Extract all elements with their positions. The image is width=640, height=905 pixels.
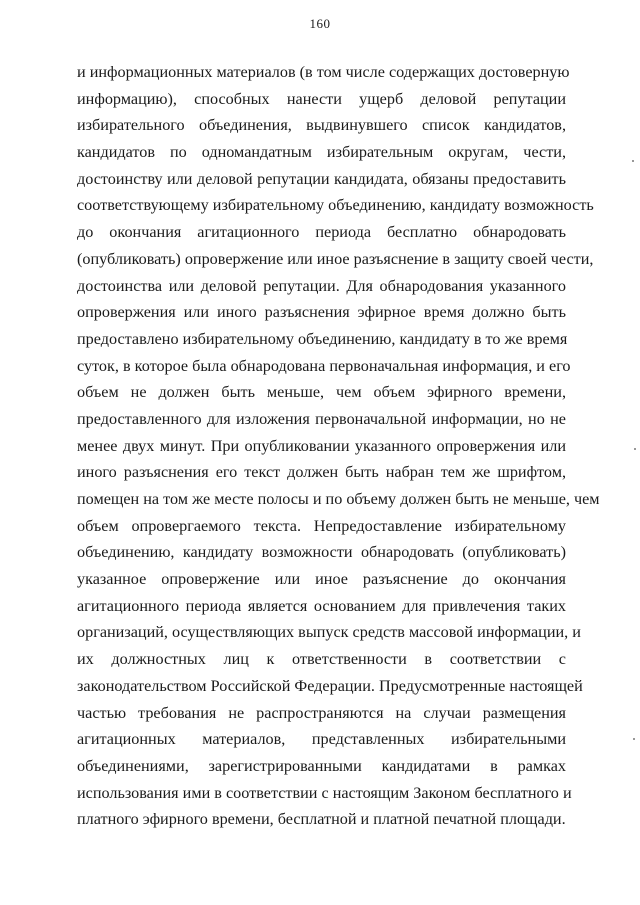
text-line: объединениями, зарегистрированными кандидатами в рамках <box>77 756 566 775</box>
body-text <box>77 59 600 833</box>
scan-speck <box>632 160 634 162</box>
text-line: соответствующему избирательному объединению, кандидату возможность <box>77 196 594 215</box>
text-line: суток, в которое была обнародована первоначальная информация, и его <box>77 356 571 375</box>
text-line: до окончания агитационного периода бесплатно обнародовать <box>77 223 566 242</box>
page-number: 160 <box>309 16 331 31</box>
text-line: частью требования не распространяются на случаи размещения <box>77 703 566 722</box>
text-line: иного разъяснения его текст должен быть набран тем же шрифтом, <box>77 463 566 482</box>
text-line: агитационного периода является основанием для привлечения таких <box>77 596 566 615</box>
text-line: (опубликовать) опровержение или иное разъяснение в защиту своей чести, <box>77 249 594 268</box>
text-line: агитационных материалов, представленных избирательными <box>77 730 566 749</box>
text-line-last: платного эфирного времени, бесплатной и платной печатной площади. <box>77 810 566 829</box>
text-line: информацию), способных нанести ущерб деловой репутации <box>77 89 566 108</box>
text-line: менее двух минут. При опубликовании указанного опровержения или <box>77 436 566 455</box>
text-line: достоинству или деловой репутации кандидата, обязаны предоставить <box>77 169 566 188</box>
text-line: избирательного объединения, выдвинувшего список кандидатов, <box>77 116 566 135</box>
scan-speck <box>633 738 635 740</box>
text-line: и информационных материалов (в том числе содержащих достоверную <box>77 63 570 81</box>
scan-speck <box>634 448 636 450</box>
text-line: опровержения или иного разъяснения эфирное время должно быть <box>77 303 566 322</box>
text-line: объем опровергаемого текста. Непредоставление избирательному <box>77 516 566 535</box>
text-line: организаций, осуществляющих выпуск средств массовой информации, и <box>77 623 581 642</box>
text-line: их должностных лиц к ответственности в соответствии с <box>77 650 566 669</box>
text-line: объединению, кандидату возможности обнародовать (опубликовать) <box>77 543 566 562</box>
text-line: предоставленного для изложения первоначальной информации, но не <box>77 409 566 428</box>
text-line: законодательством Российской Федерации. Предусмотренные настоящей <box>77 676 583 695</box>
text-line: предоставлено избирательному объединению, кандидату в то же время <box>77 329 568 348</box>
text-line: помещен на том же месте полосы и по объему должен быть не меньше, чем <box>77 490 600 508</box>
text-line: кандидатов по одномандатным избирательным округам, чести, <box>77 143 566 162</box>
text-line: использования ими в соответствии с настоящим Законом бесплатного и <box>77 783 572 802</box>
text-line: достоинства или деловой репутации. Для обнародования указанного <box>77 276 566 295</box>
text-line: объем не должен быть меньше, чем объем эфирного времени, <box>77 383 566 402</box>
text-line: указанное опровержение или иное разъяснение до окончания <box>77 570 566 589</box>
